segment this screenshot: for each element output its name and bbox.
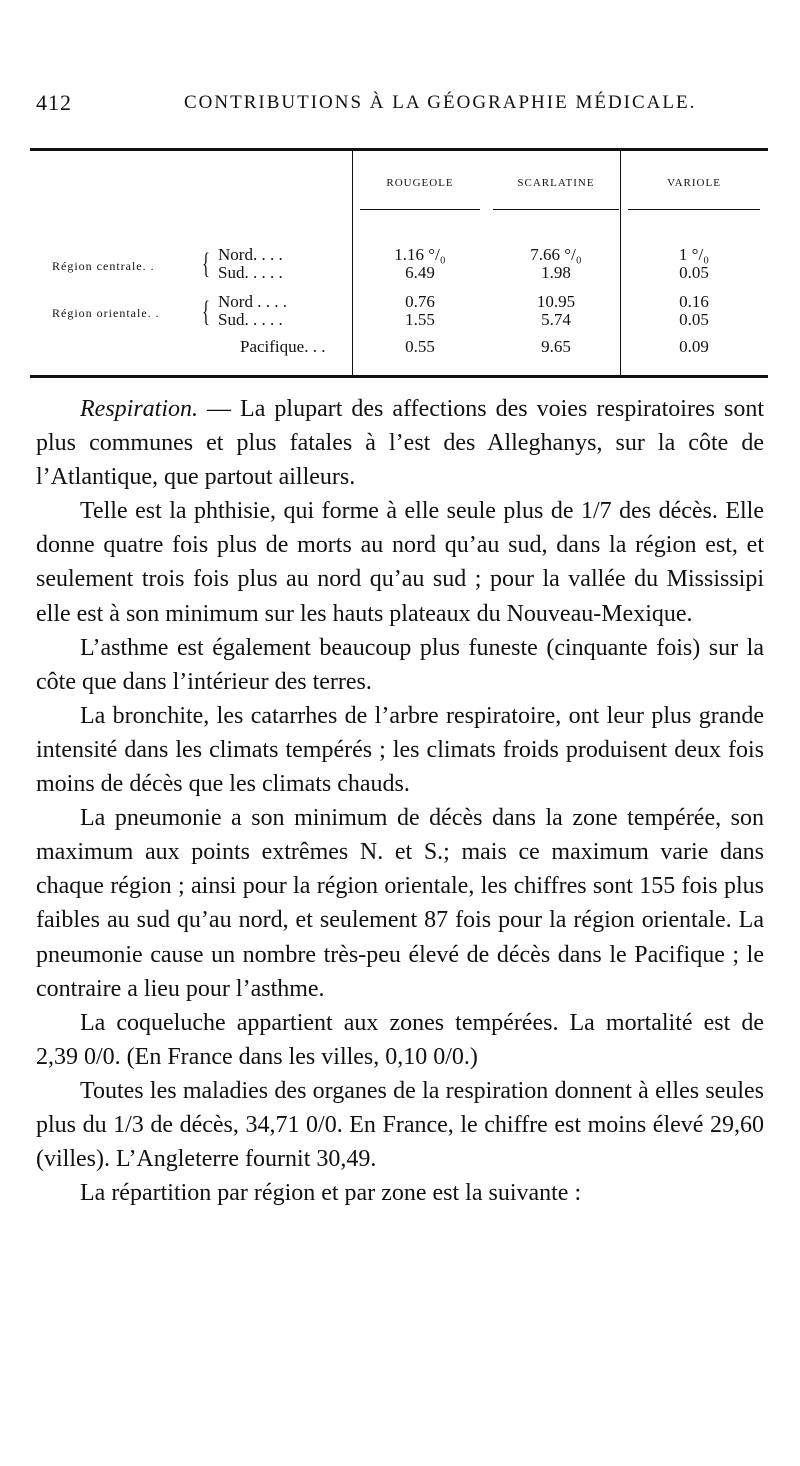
table-cell: 0.76 — [405, 292, 435, 311]
table-cell: 1 °/₀ — [678, 245, 710, 264]
column-header-scarlatine: SCARLATINE — [517, 177, 595, 189]
paragraph: La coqueluche appartient aux zones tempérées. La mortalité est de 2,39 0/0. (En France dans les villes, 0,10 0/0.) — [36, 1009, 764, 1070]
column-rule — [493, 209, 619, 210]
row-label-region-orientale: Région orientale. . — [52, 306, 160, 320]
sub-label: Sud. . . . . — [218, 263, 283, 282]
sub-label: Pacifique. . . — [240, 337, 326, 356]
table-cell: 0.05 — [679, 263, 709, 282]
table-cell: 0.05 — [679, 310, 709, 329]
paragraph: Toutes les maladies des organes de la respiration donnent à elles seules plus du 1/3 de décès, 34,71 0/0. En France, le chiffre est moins élevé 29,60 (villes). L’Angleterre fournit 30,49. — [36, 1077, 764, 1173]
table-cell: 7.66 °/₀ — [530, 245, 582, 264]
table-divider — [352, 151, 353, 375]
table-cell: 5.74 — [541, 310, 571, 329]
table-cell: 0.16 — [679, 292, 709, 311]
paragraph-text: — La plupart des affections des voies respiratoires sont plus communes et plus fatales à l’est des Alleghanys, sur la côte de l’Atlantique, que partout ailleurs. — [36, 396, 764, 491]
running-title: CONTRIBUTIONS À LA GÉOGRAPHIE MÉDICALE. — [184, 92, 697, 113]
page-header — [36, 90, 764, 120]
row-label-region-centrale: Région centrale. . — [52, 259, 155, 273]
paragraph: La répartition par région et par zone est la suivante : — [80, 1180, 582, 1207]
brace-symbol: { — [202, 247, 210, 280]
sub-label: Nord. . . . — [218, 245, 283, 264]
paragraph: La bronchite, les catarrhes de l’arbre respiratoire, ont leur plus grande intensité dans les climats tempérés ; les climats froids produisent deux fois moins de décès que les climats chauds. — [36, 702, 764, 798]
table-cell: 1.16 °/₀ — [394, 245, 446, 264]
column-header-variole: VARIOLE — [667, 177, 721, 189]
brace-symbol: { — [202, 295, 210, 328]
sub-label: Nord . . . . — [218, 292, 287, 311]
column-header-rougeole: ROUGEOLE — [386, 177, 454, 189]
section-heading: Respiration. — [80, 396, 198, 422]
column-rule — [628, 209, 760, 210]
column-rule — [360, 209, 480, 210]
table-cell: 6.49 — [405, 263, 435, 282]
table-cell: 9.65 — [541, 337, 571, 356]
sub-label: Sud. . . . . — [218, 310, 283, 329]
body-text — [36, 392, 764, 1210]
table-cell: 1.55 — [405, 310, 435, 329]
table-cell: 10.95 — [536, 292, 576, 311]
paragraph: La pneumonie a son minimum de décès dans la zone tempérée, son maximum aux points extrêmes N. et S.; mais ce maximum varie dans chaque région ; ainsi pour la région orientale, les chiffres sont 155 fois plus faibles au sud qu’au nord, et seulement 87 fois pour la région orientale. La pneumonie cause un nombre très-peu élevé de décès dans le Pacifique ; le contraire a lieu pour l’asthme. — [36, 805, 764, 1002]
table-cell: 1.98 — [541, 263, 571, 282]
paragraph: Telle est la phthisie, qui forme à elle seule plus de 1/7 des décès. Elle donne quatre fois plus de morts au nord qu’au sud, dans la région est, et seulement trois fois plus au nord qu’au sud ; pour la vallée du Mississipi elle est à son minimum sur les hauts plateaux du Nouveau-Mexique. — [36, 498, 764, 627]
table-cell: 0.09 — [679, 337, 709, 356]
page-number: 412 — [36, 90, 72, 115]
paragraph — [36, 392, 764, 494]
table-cell: 0.55 — [405, 337, 435, 356]
paragraph: L’asthme est également beaucoup plus funeste (cinquante fois) sur la côte que dans l’intérieur des terres. — [36, 634, 764, 695]
statistics-table — [30, 148, 768, 378]
